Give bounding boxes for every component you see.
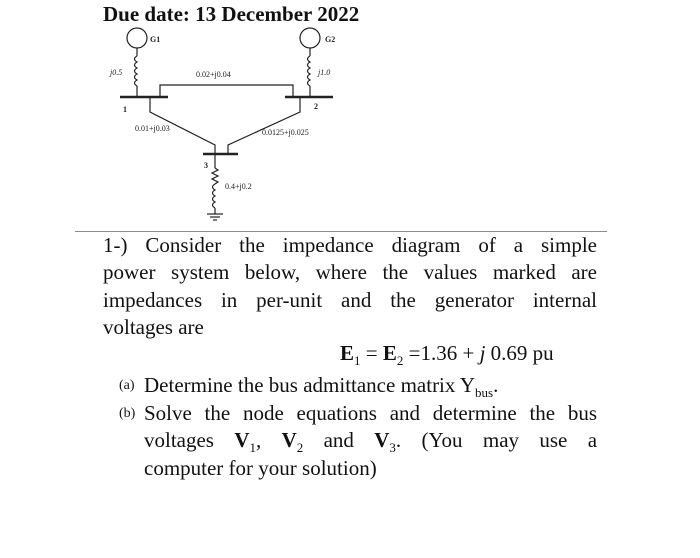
part-a-text: Determine the bus admittance matrix Y [144,373,476,397]
g1-label: G1 [150,35,161,44]
gen2-reactance-label: j1.0 [318,68,331,77]
line-1-2-label: 0.02+j0.04 [196,70,231,79]
g2-label: G2 [325,35,336,44]
intro-line: voltages are [103,315,204,340]
part-a-label: (a) [119,378,135,393]
part-a: (a) Determine the bus admittance matrix $Y_{bus}$. [119,373,499,401]
impedance-diagram [0,0,700,230]
intro-line: impedances in per-unit and the generator internal [103,287,597,312]
gen2-reactance-coil [308,56,311,86]
load-3-resistor [212,168,218,184]
part-b [103,400,597,482]
intro-line: power system below, where the values marked are [103,260,597,285]
part-b-line: voltages $V_1$, $V_2$ and $V_3$. (You may use a [144,428,598,456]
generator-g2 [300,28,320,48]
load-3-coil [213,184,216,208]
due-date: Due date: 13 December 2022 [103,2,360,26]
part-b-label: (b) [119,406,136,421]
line-2-3 [228,97,300,154]
generator-g1 [127,28,147,48]
part-b-line: Solve the node equations and determine the bus [144,401,597,425]
bus-1-label: 1 [123,105,127,114]
gen1-reactance-label: j0.5 [110,68,123,77]
intro-line: 1-) Consider the impedance diagram of a simple [103,233,597,257]
gen1-reactance-coil [135,56,138,86]
line-1-3-label: 0.01+j0.03 [135,124,170,133]
bus-3-label: 3 [204,161,208,170]
load-3-label: 0.4+j0.2 [225,182,252,191]
bus-2-label: 2 [314,102,318,111]
line-1-2 [160,85,293,97]
part-b-line: computer for your solution) [144,455,377,480]
line-2-3-label: 0.0125+j0.025 [262,128,309,137]
problem-intro [103,232,597,342]
voltage-equation: $E_1 = E_2 =1.36 + j$ 0.69 pu [340,341,554,369]
